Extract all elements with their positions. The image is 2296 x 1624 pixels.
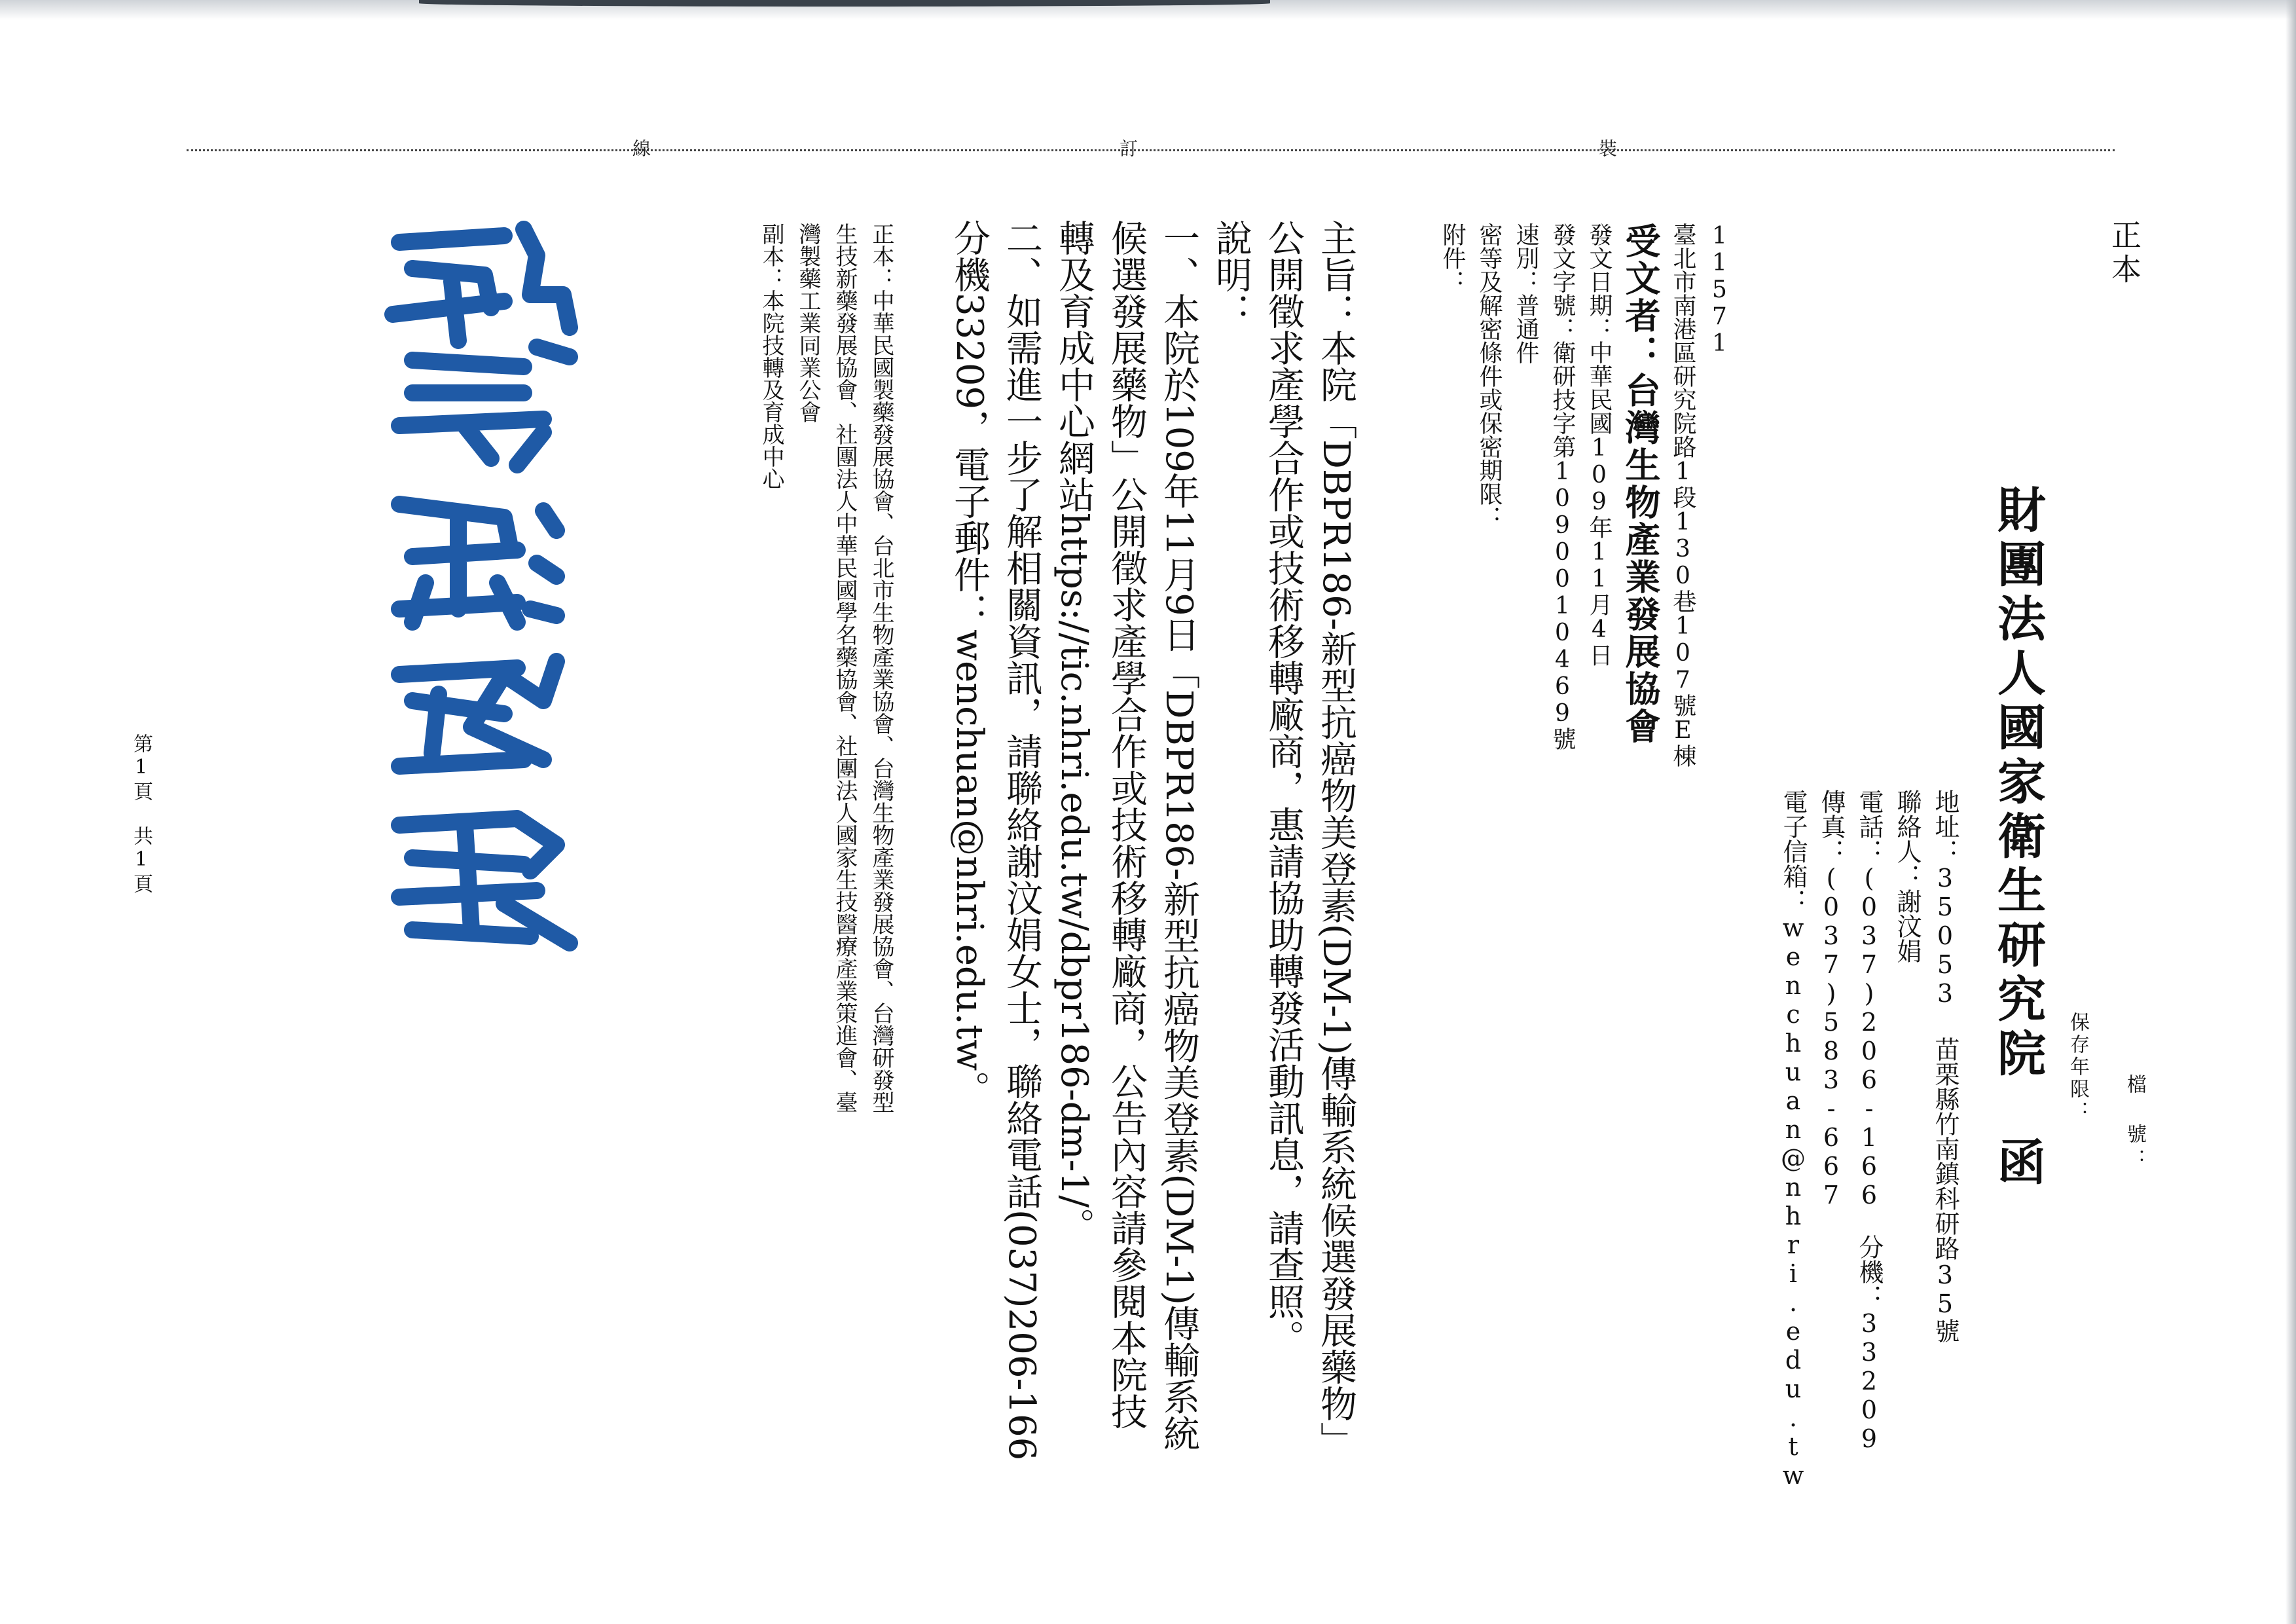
explanation-heading: 說明： [1210, 219, 1252, 329]
issue-date: 發文日期：中華民國109年11月4日 [1586, 223, 1613, 667]
document-title: 財團法人國家衛生研究院 函 [1990, 485, 2046, 1191]
letter-body [943, 219, 1362, 1464]
receiver-address: 臺北市南港區研究院路1段130巷107號E棟 [1669, 223, 1696, 767]
item-1-text: 本院於109年11月9日「DBPR186-新型抗癌物美登素(DM-1)傳輸系統候選發展藥物」公開徵求產學合作或技術移轉廠商，公告內容請參閱本院技轉及育成中心網站https://tic.nhri.edu.tw/dbpr186-dm-1/。 [1053, 219, 1200, 1452]
cc-copy [753, 223, 790, 1126]
subject [1257, 219, 1362, 1464]
cc-main-label: 正本： [868, 223, 894, 289]
cc-copy-text: 本院技轉及育成中心 [758, 289, 784, 490]
sender-email: 電子信箱：wenchuan@nhri.edu.tw [1779, 789, 1808, 1490]
binding-mark-xian: 線 [630, 139, 651, 157]
item-2-text: 如需進一步了解相關資訊，請聯絡謝汶娟女士，聯絡電話(037)206-166分機33209，電子郵件：wenchuan@nhri.edu.tw。 [948, 219, 1043, 1461]
page-number: 第1頁 共1頁 [130, 733, 153, 896]
subject-text: 本院「DBPR186-新型抗癌物美登素(DM-1)傳輸系統候選發展藥物」公開徵求產學合作或技術移轉廠商，惠請協助轉發活動訊息，請查照。 [1262, 219, 1357, 1459]
binding-mark-zhuang: 裝 [1596, 139, 1618, 157]
sender-fax: 傳真：(037)583-667 [1817, 789, 1846, 1209]
cc-main [790, 223, 900, 1126]
explanation-item-2 [943, 219, 1048, 1464]
sender-phone: 電話：(037)206-166 分機：33209 [1855, 789, 1884, 1453]
cc-copy-label: 副本： [758, 223, 784, 289]
receiver-name: 受文者：台灣生物產業發展協會 [1620, 223, 1662, 745]
sender-address: 地址：35053 苗栗縣竹南鎮科研路35號 [1931, 789, 1959, 1343]
attachment: 附件： [1439, 223, 1466, 293]
speed-class: 速別：普通件 [1512, 223, 1539, 364]
confidentiality: 密等及解密條件或保密期限： [1476, 223, 1503, 529]
receiver-zip: 11571 [1706, 223, 1733, 357]
doc-number: 發文字號：衛研技字第1090010469號 [1549, 223, 1576, 750]
receiver-block [1434, 223, 1738, 767]
scan-right-edge [2286, 0, 2296, 1624]
item-1-number: 一、 [1157, 219, 1200, 293]
subject-label: 主旨： [1315, 219, 1357, 329]
scan-top-edge [0, 0, 2296, 20]
retention-label: 保存年限： [2066, 1012, 2089, 1123]
scan-shadow [419, 0, 1270, 7]
explanation-item-1 [1048, 219, 1205, 1464]
cc-main-text: 中華民國製藥發展協會、台北市生物產業協會、台灣生物產業發展協會、台灣研發型生技新藥發展協會、社團法人中華民國學名藥協會、社團法人國家生技醫療產業策進會、臺灣製藥工業同業公會 [795, 223, 894, 1113]
item-2-number: 二、 [1000, 219, 1043, 293]
sender-contact: 聯絡人：謝汶娟 [1893, 789, 1922, 963]
director-signature [373, 216, 589, 956]
archive-number-label: 檔 號： [2123, 1074, 2146, 1173]
distribution-list [753, 223, 900, 1126]
sender-info [1774, 789, 1964, 1490]
binding-cut-line [187, 149, 2115, 151]
binding-mark-ding: 訂 [1117, 139, 1139, 157]
copy-label: 正本 [2107, 219, 2142, 287]
